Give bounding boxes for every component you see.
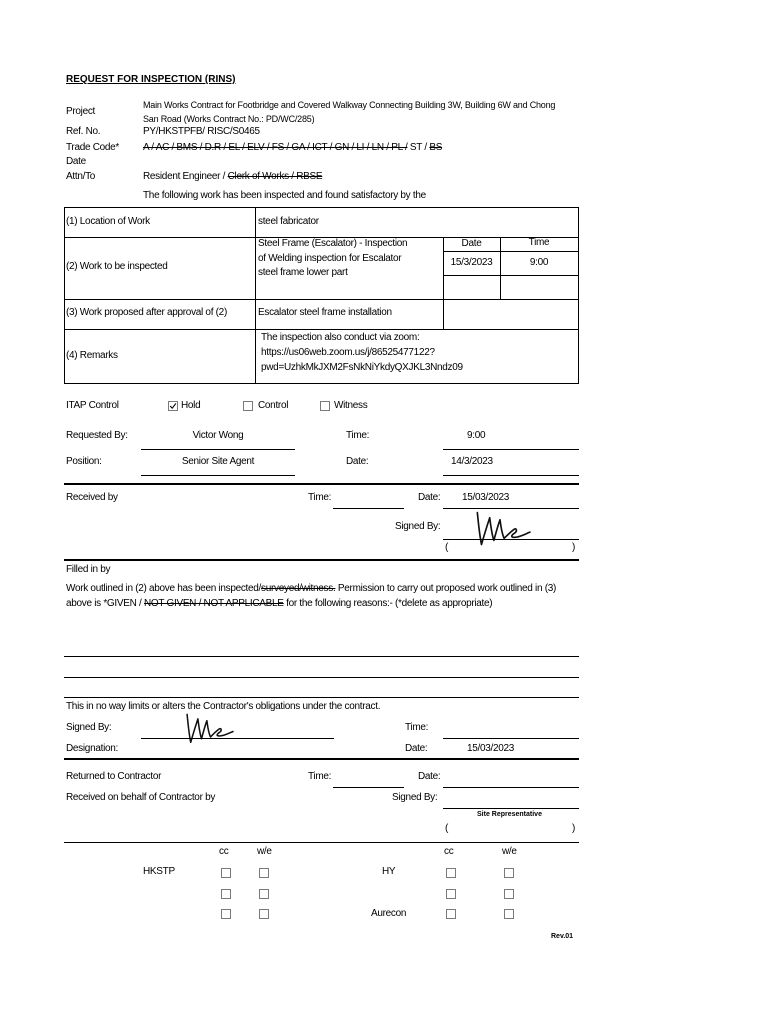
position-label: Position: [66, 456, 102, 467]
table-row-divider [64, 329, 579, 330]
remarks-line: The inspection also conduct via zoom: [261, 332, 420, 343]
statement-struck-text: NOT GIVEN / NOT APPLICABLE [143, 598, 284, 609]
row-2-value-line: steel frame lower part [258, 267, 348, 278]
ref-no-value: PY/HKSTPFB/ RISC/S0465 [143, 126, 260, 137]
returned-time-label: Time: [308, 771, 332, 782]
position-line [141, 475, 295, 476]
trade-code-struck-option-bs: BS [429, 142, 443, 153]
row-2-value-line: of Welding inspection for Escalator [258, 253, 402, 264]
control-checkbox[interactable] [243, 401, 253, 411]
party-hkstp: HKSTP [143, 866, 175, 877]
row-4-label: (4) Remarks [66, 350, 118, 361]
inspection-date: 15/3/2023 [450, 257, 493, 268]
row-1-label: (1) Location of Work [66, 216, 150, 227]
intro-text: The following work has been inspected and found satisfactory by the [143, 190, 426, 201]
requested-by-value: Victor Wong [192, 430, 244, 441]
trade-code-value [143, 142, 442, 154]
statement-text: Permission to carry out proposed work outlined in (3) [335, 583, 557, 594]
statement-text: Work outlined in (2) above has been inspected/ [66, 583, 262, 594]
returned-name-close-paren: ) [572, 823, 576, 834]
request-time-value: 9:00 [467, 430, 486, 441]
checkmark-icon [169, 402, 177, 410]
statement-text: for the following reasons:- (*delete as appropriate) [283, 598, 493, 609]
request-date-label: Date: [346, 456, 369, 467]
section-divider [64, 559, 579, 561]
table-row-divider [64, 299, 579, 300]
section-divider [64, 758, 579, 760]
aurecon-we-checkbox[interactable] [504, 909, 514, 919]
returned-time-line [333, 787, 404, 788]
we-checkbox[interactable] [504, 889, 514, 899]
form-title: REQUEST FOR INSPECTION (RINS) [66, 74, 236, 85]
statement-text: above is *GIVEN / [66, 598, 144, 609]
requested-by-line [141, 449, 295, 450]
party-aurecon: Aurecon [371, 908, 407, 919]
project-line-1: Main Works Contract for Footbridge and Covered Walkway Connecting Building 3W, Building 6W and Chong [143, 100, 556, 110]
aurecon-cc-checkbox[interactable] [446, 909, 456, 919]
row-1-value: steel fabricator [258, 216, 319, 227]
received-name-open-paren: ( [445, 542, 449, 553]
we-checkbox[interactable] [259, 889, 269, 899]
response-time-line [443, 738, 579, 739]
position-value: Senior Site Agent [181, 456, 255, 467]
request-time-label: Time: [346, 430, 370, 441]
received-name-close-paren: ) [572, 542, 576, 553]
we-header-left: w/e [257, 846, 272, 857]
filled-in-by-label: Filled in by [66, 564, 111, 575]
attn-label: Attn/To [66, 171, 96, 182]
cc-checkbox[interactable] [221, 889, 231, 899]
received-on-behalf-label: Received on behalf of Contractor by [66, 792, 216, 803]
statement-struck-text: surveyed/witness. [261, 583, 336, 594]
returned-date-line [443, 787, 579, 788]
section-divider [64, 842, 579, 843]
attn-value [143, 171, 322, 183]
remarks-line: pwd=UzhkMkJXM2FsNkNiYkdyQXJKL3Nndz09 [261, 362, 463, 373]
table-border-right [578, 207, 579, 384]
received-date-label: Date: [418, 492, 441, 503]
row-2-label: (2) Work to be inspected [66, 261, 168, 272]
returned-signed-by-label: Signed By: [392, 792, 438, 803]
reasons-line [64, 656, 579, 657]
cc-header-right: cc [444, 846, 454, 857]
received-signature [466, 506, 532, 548]
request-date-value: 14/3/2023 [451, 456, 493, 467]
revision-label: Rev.01 [551, 933, 574, 940]
returned-name-open-paren: ( [445, 823, 449, 834]
reasons-line [64, 677, 579, 678]
table-border-top [64, 207, 579, 208]
response-signature-line [141, 738, 334, 739]
schedule-row-divider [443, 275, 579, 276]
statement-line-2 [66, 598, 492, 610]
table-column-divider [255, 207, 256, 384]
witness-checkbox[interactable] [320, 401, 330, 411]
witness-label: Witness [334, 400, 368, 411]
site-representative-caption: Site Representative [477, 811, 542, 818]
reasons-line [64, 697, 579, 698]
response-date-label: Date: [405, 743, 428, 754]
statement-line-1 [66, 583, 556, 595]
attn-struck-options: Clerk of Works / RBSE [227, 171, 323, 182]
row-3-value: Escalator steel frame installation [258, 307, 392, 318]
returned-signature-line [443, 808, 579, 809]
response-time-label: Time: [405, 722, 429, 733]
itap-control-label: ITAP Control [66, 400, 119, 411]
hold-label: Hold [181, 400, 201, 411]
received-time-line [333, 508, 404, 509]
received-time-label: Time: [308, 492, 332, 503]
response-signature [177, 709, 235, 745]
designation-label: Designation: [66, 743, 118, 754]
returned-date-label: Date: [418, 771, 441, 782]
attn-selected: Resident Engineer / [143, 171, 228, 182]
hold-checkbox[interactable] [168, 401, 178, 411]
request-time-line [443, 449, 579, 450]
returned-label: Returned to Contractor [66, 771, 162, 782]
we-header-right: w/e [502, 846, 517, 857]
response-signed-by-label: Signed By: [66, 722, 112, 733]
date-label: Date [66, 156, 86, 167]
time-header: Time [528, 237, 550, 248]
control-label: Control [258, 400, 289, 411]
cc-checkbox[interactable] [221, 909, 231, 919]
table-border-bottom [64, 383, 579, 384]
schedule-row-divider [443, 251, 579, 252]
hy-cc-checkbox[interactable] [446, 868, 456, 878]
trade-code-label: Trade Code* [66, 142, 120, 153]
trade-code-struck-options: A / AC / BMS / D.R / EL / ELV / FS / GA / ICT / GN / LI / LN / PL / [143, 142, 408, 153]
disclaimer-text: This in no way limits or alters the Contractor's obligations under the contract. [66, 701, 381, 712]
date-header: Date [461, 238, 482, 249]
hy-we-checkbox[interactable] [504, 868, 514, 878]
table-border-left [64, 207, 65, 384]
trade-code-selected: ST / [407, 142, 430, 153]
we-checkbox[interactable] [259, 909, 269, 919]
response-date-value: 15/03/2023 [467, 743, 515, 754]
cc-header-left: cc [219, 846, 229, 857]
project-label: Project [66, 106, 96, 117]
hkstp-cc-checkbox[interactable] [221, 868, 231, 878]
project-line-2: San Road (Works Contract No.: PD/WC/285) [143, 114, 315, 124]
ref-no-label: Ref. No. [66, 126, 101, 137]
request-date-line [443, 475, 579, 476]
received-signed-by-label: Signed By: [395, 521, 441, 532]
hkstp-we-checkbox[interactable] [259, 868, 269, 878]
received-by-label: Received by [66, 492, 118, 503]
requested-by-label: Requested By: [66, 430, 128, 441]
inspection-time: 9:00 [529, 257, 549, 268]
party-hy: HY [382, 866, 396, 877]
row-2-value-line: Steel Frame (Escalator) - Inspection [258, 238, 408, 249]
cc-checkbox[interactable] [446, 889, 456, 899]
row-3-label: (3) Work proposed after approval of (2) [66, 307, 227, 318]
received-signature-line [443, 539, 579, 540]
received-date-value: 15/03/2023 [462, 492, 510, 503]
section-divider [64, 483, 579, 485]
remarks-line: https://us06web.zoom.us/j/86525477122? [261, 347, 435, 358]
